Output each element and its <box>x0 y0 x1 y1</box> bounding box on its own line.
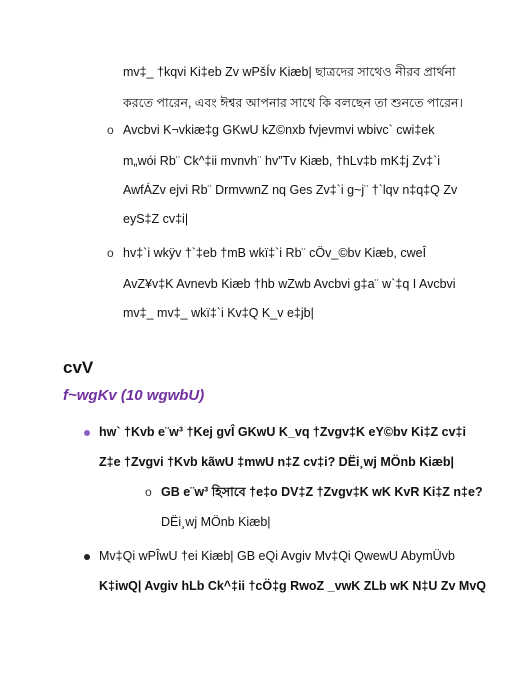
hollow-bullet-icon: o <box>145 485 152 499</box>
hollow-bullet-icon: o <box>107 246 114 260</box>
bullet-line: Z‡e †Zvgvi †Kvb kãwU ‡mwU n‡Z cv‡i? DËi¸wj MÖnb Kiæb| <box>99 455 454 469</box>
sub-bullet-line: Avcbvi K¬vkiæ‡g GKwU kZ©nxb fvjevmvi wbivc` cwi‡ek <box>123 123 435 137</box>
sub-bullet-line: AwfÁZv ejvi Rb¨ DrmvwnZ nq Ges Zv‡`i g~j¨ †`lqv n‡q‡Q Zv <box>123 183 458 197</box>
hollow-bullet-icon: o <box>107 123 114 137</box>
section-heading: cvV <box>63 358 94 377</box>
bullet-line: Mv‡Qi wPÎwU †ei Kiæb| GB eQi Avgiv Mv‡Qi QwewU AbymÜvb <box>99 549 455 563</box>
sub-bullet-line: GB e¨w³ হিসাবে †e‡o DV‡Z †Zvgv‡K wK KvR Ki‡Z n‡e? <box>161 485 483 499</box>
bullet-line: K‡iwQ| Avgiv hLb Ck^‡ii †cÖ‡g RwoZ _vwK ZLb wK N‡U Zv MvQ <box>99 579 487 593</box>
bullet-line: hw` †Kvb e¨w³ †Kej gvÎ GKwU K_vq †Zvgv‡K eY©bv Ki‡Z cv‡i <box>99 425 466 439</box>
bullet-dot-icon <box>84 430 90 436</box>
sub-bullet-line: hv‡`i wkÿv †`‡eb †mB wkï‡`i Rb¨ cÖv_©bv Kiæb, cweÎ <box>123 246 427 260</box>
sub-bullet-line: mv‡_ mv‡_ wkï‡`i Kv‡Q K_v e‡jb| <box>123 306 314 320</box>
sub-bullet-line: AvZ¥v‡K Avnevb Kiæb †hb wZwb Avcbvi g‡a¨ w`‡q I Avcbvi <box>123 277 456 291</box>
bullet-dot-icon <box>84 554 90 560</box>
paragraph-line: mv‡_ †kqvi Ki‡eb Zv wPšÍv Kiæb| ছাত্রদের সাথেও নীরব প্রার্থনা <box>123 65 456 79</box>
sub-bullet-line: eyS‡Z cv‡i| <box>123 212 189 226</box>
sub-bullet-line: m„wói Rb¨ Ck^‡ii mvnvh¨ hv”Tv Kiæb, †hLv‡b mK‡j Zv‡`i <box>123 154 441 168</box>
section-subheading: f~wgKv (10 wgwbU) <box>63 387 205 404</box>
paragraph-line: করতে পারেন, এবং ঈশ্বর আপনার সাথে কি বলছেন তা শুনতে পারেন। <box>123 96 463 110</box>
sub-bullet-line: DËi¸wj MÖnb Kiæb| <box>161 515 271 529</box>
